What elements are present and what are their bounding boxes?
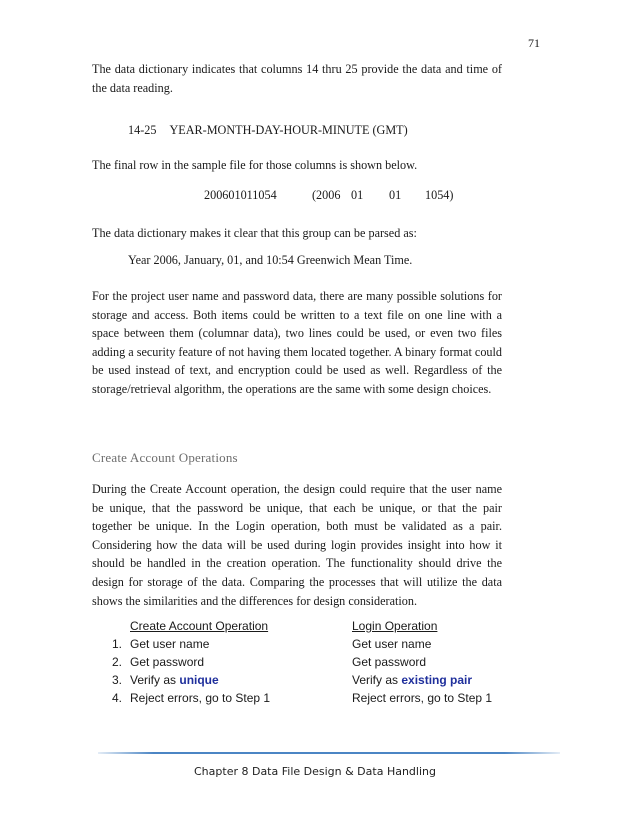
login-step: Reject errors, go to Step 1	[352, 691, 493, 705]
unique-highlight: unique	[179, 673, 219, 687]
login-step: Get password	[352, 655, 427, 669]
login-step-prefix: Verify as	[352, 673, 402, 687]
sample-month: 01	[351, 188, 364, 202]
create-step	[130, 673, 219, 687]
login-step: Get user name	[352, 637, 432, 651]
login-header: Login Operation	[352, 619, 438, 633]
create-step: Reject errors, go to Step 1	[130, 691, 271, 705]
sample-day: 01	[389, 188, 402, 202]
parsed-value-line: Year 2006, January, 01, and 10:54 Greenwich Mean Time.	[128, 253, 413, 267]
page-number: 71	[528, 36, 540, 50]
row-number: 3.	[111, 673, 122, 687]
paragraph-create-account: During the Create Account operation, the design could require that the user name be unique, that the password be unique, that each be unique, or that the pair together be unique. In the Login operation, both must be validated as a pair. Considering how the data will be used during login provides insight into how it should be handled in the creation operation. The functionality should drive the design for storage of the data. Comparing the processes that will utilize the data shows the similarities and the differences for design consideration.	[92, 482, 502, 608]
section-heading: Create Account Operations	[92, 450, 238, 465]
row-number: 4.	[111, 691, 122, 705]
footer-rule	[98, 752, 560, 754]
create-account-header: Create Account Operation	[130, 619, 269, 633]
sample-time: 1054)	[425, 188, 454, 202]
paragraph-parsed-intro: The data dictionary makes it clear that this group can be parsed as:	[92, 226, 417, 240]
sample-year: (2006	[312, 188, 341, 202]
create-step: Get user name	[130, 637, 210, 651]
footer-chapter-title: Chapter 8 Data File Design & Data Handling	[194, 765, 436, 778]
paragraph-data-dictionary-intro: The data dictionary indicates that columns 14 thru 25 provide the data and time of the data reading.	[92, 62, 502, 95]
login-step	[352, 673, 472, 687]
row-number: 1.	[111, 637, 122, 651]
sample-raw-value: 200601011054	[204, 188, 277, 202]
column-spec-line	[128, 122, 408, 138]
create-step: Get password	[130, 655, 205, 669]
column-range: 14-25	[128, 123, 157, 137]
create-step-prefix: Verify as	[130, 673, 180, 687]
column-format: YEAR-MONTH-DAY-HOUR-MINUTE (GMT)	[169, 123, 408, 137]
existing-pair-highlight: existing pair	[401, 673, 473, 687]
row-number: 2.	[111, 655, 122, 669]
paragraph-final-row: The final row in the sample file for those columns is shown below.	[92, 158, 418, 172]
paragraph-storage-options: For the project user name and password data, there are many possible solutions for storage and access. Both items could be written to a text file on one line with a space between them (columnar data), two lines could be used, or even two files adding a security feature of not having them located together. A binary format could be used instead of text, and encryption could be used as well. Regardless of the storage/retrieval algorithm, the operations are the same with some design choices.	[92, 289, 502, 396]
